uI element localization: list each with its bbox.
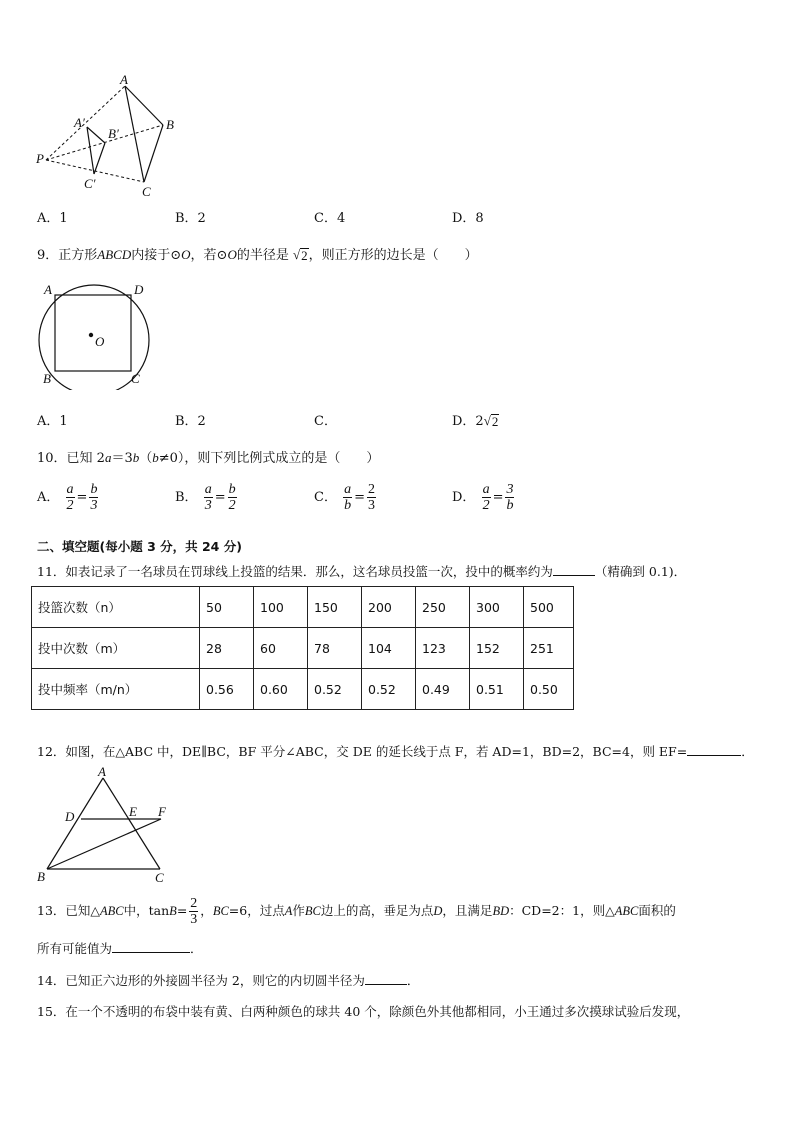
table-cell: 0.60: [254, 669, 308, 710]
q15-stem: 15．在一个不透明的布袋中装有黄、白两种颜色的球共 40 个，除颜色外其他都相同，小王通过多次摸球试验后发现，: [37, 1004, 690, 1019]
fraction-numerator: a: [344, 482, 352, 497]
q9-figure: [34, 280, 154, 390]
q10-var: b: [152, 450, 159, 465]
q8-label-a: A: [120, 72, 128, 87]
table-cell: 250: [416, 587, 470, 628]
q8-label-c: C: [142, 184, 151, 199]
q13-stem-text: 所有可能值为: [37, 941, 113, 956]
q13-stem-line2: [37, 939, 203, 957]
q9-var: O: [227, 247, 237, 262]
table-cell: 0.49: [416, 669, 470, 710]
q10-option-c[interactable]: [314, 482, 378, 513]
fraction-denominator: 3: [90, 498, 98, 513]
q10-stem-text: ＝3: [111, 451, 133, 466]
q9-option-b[interactable]: B．2: [175, 414, 206, 429]
sqrt-radicand: 2: [491, 414, 499, 429]
q9-stem-text: ，则正方形的边长是（ ）: [308, 248, 478, 263]
q10-option-d[interactable]: [452, 482, 516, 513]
q8-label-c-prime: C′: [84, 176, 96, 191]
fraction: [189, 896, 198, 927]
table-cell: 50: [200, 587, 254, 628]
q13-var: ABC: [100, 904, 124, 918]
q11-data-table: [31, 586, 574, 710]
q11-stem-text: （精确到 0.1)．: [594, 564, 687, 579]
q9-stem-text: 的半径是: [236, 248, 289, 263]
table-cell: 152: [470, 628, 524, 669]
equals-sign: =: [354, 490, 365, 505]
table-cell: 0.52: [308, 669, 362, 710]
q13-stem-text: ，且满足: [442, 903, 493, 918]
option-label: D．: [452, 490, 476, 505]
q10-stem: [37, 447, 379, 466]
q10-option-a[interactable]: [37, 482, 100, 513]
table-row-header: 投篮次数（n）: [32, 587, 200, 628]
q13-var: D: [433, 904, 443, 918]
q13-var: BD: [492, 904, 510, 918]
table-cell: 78: [308, 628, 362, 669]
fraction-denominator: 3: [190, 912, 198, 927]
q12-label-f: F: [158, 804, 166, 819]
q13-stem-text: ：CD=2：1，则△: [509, 903, 615, 918]
table-cell: 150: [308, 587, 362, 628]
fraction: [505, 482, 514, 513]
q12-figure: [34, 764, 174, 886]
sqrt-radicand: 2: [301, 248, 308, 263]
table-cell: 60: [254, 628, 308, 669]
fraction-denominator: 3: [204, 498, 212, 513]
q13-stem-text: 面积的: [638, 903, 676, 918]
q10-stem-text: （: [139, 451, 153, 466]
q8-option-d[interactable]: D．8: [452, 211, 484, 226]
fraction-denominator: b: [506, 498, 514, 513]
q10-var: a: [104, 450, 112, 465]
q12-label-b: B: [37, 869, 45, 884]
table-row: [32, 628, 574, 669]
fraction-denominator: b: [344, 498, 352, 513]
q8-option-c[interactable]: C．4: [314, 211, 346, 226]
equals-sign: =: [492, 490, 504, 505]
fraction-denominator: 2: [66, 498, 74, 513]
q8-label-a-prime: A′: [74, 115, 85, 130]
q8-figure: [32, 72, 192, 202]
q10-option-b[interactable]: [175, 482, 239, 513]
table-row-header: 投中次数（m）: [32, 628, 200, 669]
table-cell: 0.51: [470, 669, 524, 710]
q8-label-b-prime: B′: [108, 126, 119, 141]
answer-blank[interactable]: [553, 563, 595, 576]
table-row: [32, 669, 574, 710]
q9-stem-text: ，若⊙: [190, 248, 228, 263]
fraction-denominator: 2: [482, 498, 490, 513]
q12-label-e: E: [129, 804, 137, 819]
q9-var: ABCD: [97, 247, 132, 262]
table-cell: 0.52: [362, 669, 416, 710]
table-cell: 0.56: [200, 669, 254, 710]
q11-stem: [37, 562, 686, 580]
q12-label-c: C: [155, 870, 164, 885]
q12-label-d: D: [65, 809, 75, 824]
fraction-numerator: 3: [506, 482, 514, 497]
table-cell: 104: [362, 628, 416, 669]
fraction-numerator: a: [66, 482, 74, 497]
fraction-denominator: 3: [368, 498, 375, 513]
q13-var: ABC: [614, 904, 639, 918]
answer-blank[interactable]: [687, 743, 741, 756]
fraction: [66, 482, 75, 513]
q10-stem-text: 10．已知 2: [37, 451, 105, 466]
q13-stem-text: 13．已知△: [37, 903, 101, 918]
section-heading: 二、填空题(每小题 3 分，共 24 分): [37, 539, 242, 554]
q8-label-p: P: [36, 151, 44, 166]
fraction: [204, 482, 213, 513]
fraction: [343, 482, 352, 513]
table-cell: 300: [470, 587, 524, 628]
equals-sign: =: [214, 490, 226, 505]
q13-var: BC: [212, 904, 229, 918]
answer-blank[interactable]: [112, 940, 190, 953]
q9-label-c: C: [131, 371, 140, 386]
fraction: [367, 482, 376, 513]
table-row: [32, 587, 574, 628]
fraction-denominator: 2: [228, 498, 236, 513]
q13-stem-text: ．: [190, 941, 203, 956]
fraction-numerator: b: [228, 482, 236, 497]
q9-option-d-label: D．2: [452, 414, 484, 429]
table-cell: 28: [200, 628, 254, 669]
q9-label-d: D: [134, 282, 144, 297]
table-cell: 0.50: [524, 669, 574, 710]
option-label: A．: [37, 490, 60, 505]
q12-stem-text: ．: [741, 744, 754, 759]
q9-option-a[interactable]: A．1: [37, 414, 68, 429]
fraction-numerator: a: [204, 482, 212, 497]
q13-var: A: [284, 904, 293, 918]
sqrt-expression: √ 2: [483, 413, 499, 429]
q14-stem-text: ．: [406, 973, 420, 988]
q13-var: B: [169, 904, 177, 918]
q9-option-c[interactable]: C．: [314, 414, 337, 429]
equals-sign: =: [176, 903, 188, 918]
q13-var: BC: [304, 904, 321, 918]
q9-stem: [37, 244, 478, 263]
q9-option-d[interactable]: [452, 410, 499, 429]
answer-blank[interactable]: [365, 972, 407, 985]
q9-label-b: B: [43, 371, 51, 386]
q14-stem-text: 14．已知正六边形的外接圆半径为 2，则它的内切圆半径为: [37, 973, 365, 988]
q8-option-a[interactable]: A．1: [37, 211, 68, 226]
q8-option-b[interactable]: B．2: [175, 211, 206, 226]
q9-label-a: A: [44, 282, 52, 297]
fraction-numerator: b: [90, 482, 98, 497]
table-cell: 100: [254, 587, 308, 628]
q8-label-b: B: [166, 117, 174, 132]
fraction: [482, 482, 491, 513]
option-label: B．: [175, 490, 198, 505]
q12-label-a: A: [98, 764, 106, 779]
q14-stem: [37, 971, 419, 989]
q13-stem: [37, 895, 676, 927]
table-cell: 500: [524, 587, 574, 628]
fraction: [228, 482, 237, 513]
q13-stem-text: ，: [200, 903, 213, 918]
q9-var: O: [181, 247, 191, 262]
table-cell: 251: [524, 628, 574, 669]
fraction-numerator: 2: [190, 896, 198, 911]
q13-stem-text: 中，tan: [123, 903, 170, 918]
fraction: [89, 482, 98, 513]
q10-stem-text: ≠0），则下列比例式成立的是（ ）: [158, 451, 380, 466]
q9-stem-text: 内接于⊙: [131, 248, 182, 263]
q10-var: b: [132, 450, 140, 465]
table-cell: 200: [362, 587, 416, 628]
table-row-header: 投中频率（m/n）: [32, 669, 200, 710]
q12-stem-text: 12．如图，在△ABC 中，DE∥BC，BF 平分∠ABC，交 DE 的延长线于点 F，若 AD=1，BD=2，BC=4，则 EF=: [37, 744, 688, 759]
q13-stem-text: 作: [292, 903, 305, 918]
q9-label-o: O: [95, 334, 105, 349]
fraction-numerator: a: [482, 482, 490, 497]
table-cell: 123: [416, 628, 470, 669]
q12-stem: [37, 742, 754, 760]
equals-sign: =: [76, 490, 88, 505]
q13-stem-text: 边上的高，垂足为点: [320, 903, 434, 918]
q9-stem-text: 9．正方形: [37, 248, 98, 263]
sqrt-expression: √ 2: [292, 247, 308, 263]
option-label: C．: [314, 490, 337, 505]
q11-stem-text: 11．如表记录了一名球员在罚球线上投篮的结果．那么，这名球员投篮一次，投中的概率约为: [37, 564, 553, 579]
q13-stem-text: =6，过点: [228, 903, 285, 918]
fraction-numerator: 2: [368, 482, 375, 497]
